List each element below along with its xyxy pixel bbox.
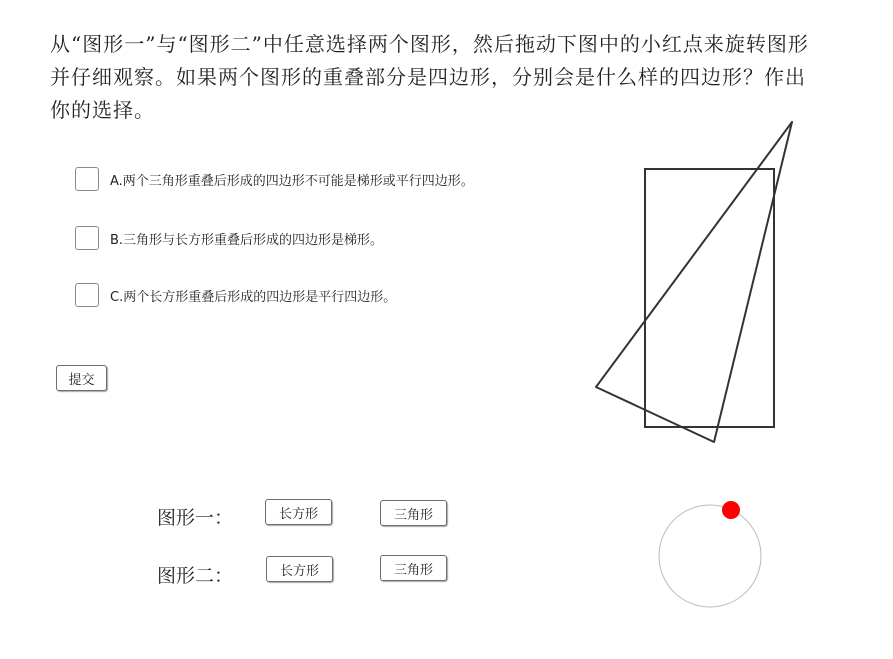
shape1-triangle-button[interactable]: 三角形	[380, 500, 447, 526]
option-a[interactable]	[75, 167, 474, 191]
shape2-label: 图形二：	[157, 565, 234, 587]
option-a-label: A.两个三角形重叠后形成的四边形不可能是梯形或平行四边形。	[110, 173, 474, 189]
option-b[interactable]	[75, 226, 383, 250]
submit-button[interactable]: 提交	[56, 365, 107, 391]
option-c-checkbox[interactable]	[75, 283, 99, 307]
shape2-triangle-button[interactable]: 三角形	[380, 555, 447, 581]
triangle-shape	[596, 122, 792, 442]
rotation-handle[interactable]	[722, 501, 740, 519]
option-a-checkbox[interactable]	[75, 167, 99, 191]
shape2-rect-button[interactable]: 长方形	[266, 556, 333, 582]
shape1-label: 图形一：	[157, 507, 234, 529]
instructions-text: 从“图形一”与“图形二”中任意选择两个图形，然后拖动下图中的小红点来旋转图形并仔细观察。如果两个图形的重叠部分是四边形，分别会是什么样的四边形？作出你的选择。	[50, 32, 809, 122]
shape1-rect-button[interactable]: 长方形	[265, 499, 332, 525]
rotation-dial	[659, 505, 761, 607]
rectangle-shape	[645, 169, 774, 427]
option-c[interactable]	[75, 283, 396, 307]
option-c-label: C.两个长方形重叠后形成的四边形是平行四边形。	[110, 289, 397, 305]
option-b-checkbox[interactable]	[75, 226, 99, 250]
option-b-label: B.三角形与长方形重叠后形成的四边形是梯形。	[110, 232, 384, 248]
